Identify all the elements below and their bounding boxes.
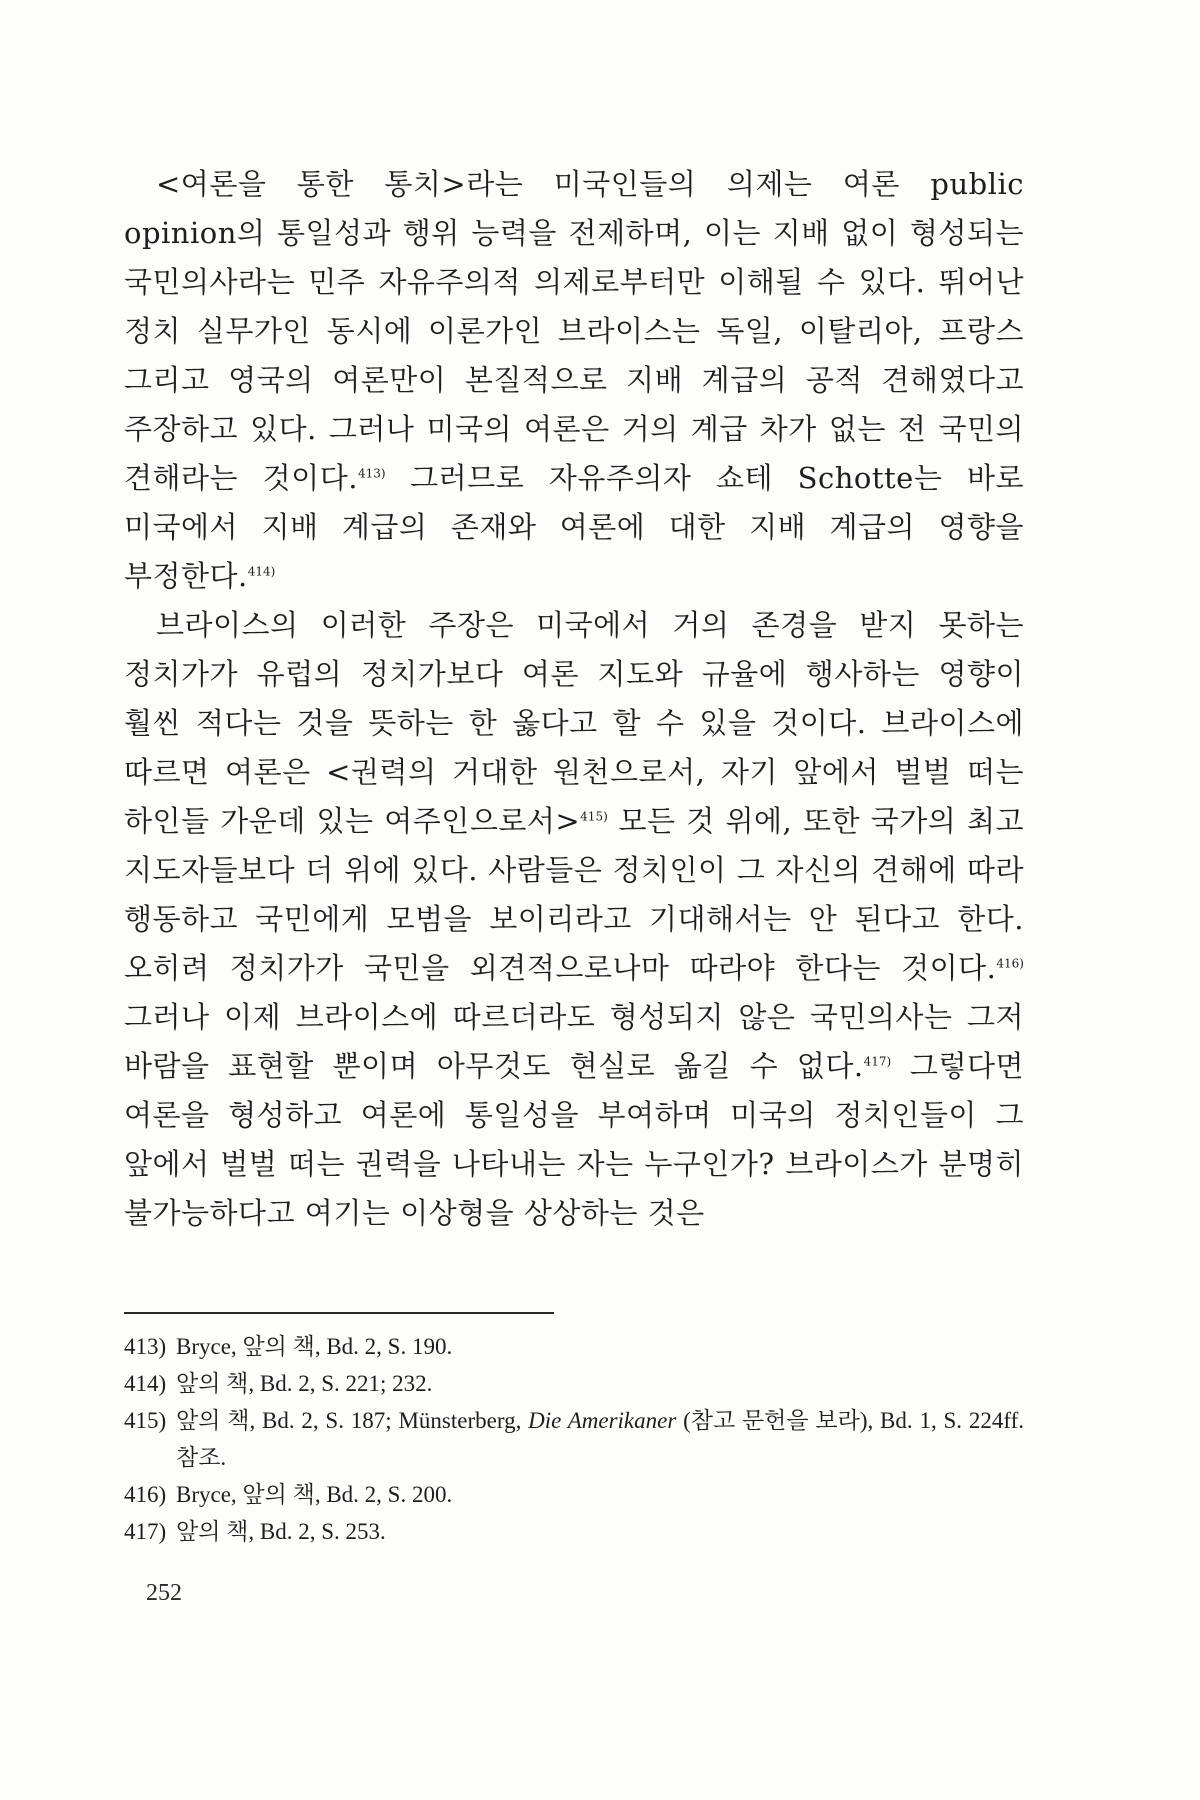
footnote-text: Bryce, 앞의 책, Bd. 2, S. 200.	[176, 1482, 453, 1507]
footnote-number: 415)	[124, 1408, 167, 1433]
paragraph-1-text-b: 그러므로 자유주의자 쇼테 Schotte는 바로 미국에서 지배 계급의 존재와 여론에 대한 지배 계급의 영향을 부정한다.	[124, 461, 1024, 593]
footnote-text: 앞의 책, Bd. 2, S. 221; 232.	[176, 1371, 433, 1396]
paragraph-2-text-c: 그러나 이제 브라이스에 따르더라도 형성되지 않은 국민의사는 그저 바람을 표현할 뿐이며 아무것도 현실로 옮길 수 없다.	[124, 1000, 1024, 1083]
paragraph-1	[124, 160, 1024, 601]
page-number: 252	[146, 1580, 182, 1606]
footnote-ref-414[interactable]: 414)	[247, 564, 276, 579]
footnote-text-a: 앞의 책, Bd. 2, S. 187; Münsterberg,	[176, 1408, 529, 1433]
paragraph-2-text-b: 모든 것 위에, 또한 국가의 최고 지도자들보다 더 위에 있다. 사람들은 정치인이 그 자신의 견해에 따라 행동하고 국민에게 모범을 보이리라고 기대해서는 안 된다고 한다. 오히려 정치가가 국민을 외견적으로나마 따라야 한다는 것이다.	[124, 804, 1024, 985]
paragraph-2	[124, 601, 1024, 1238]
main-text	[124, 160, 1024, 1238]
footnote-416	[124, 1476, 1024, 1513]
footnotes	[124, 1328, 1024, 1550]
footnote-415	[124, 1402, 1024, 1476]
footnote-ref-416[interactable]: 416)	[996, 956, 1024, 971]
footnote-ref-417[interactable]: 417)	[863, 1054, 892, 1069]
footnote-text: Bryce, 앞의 책, Bd. 2, S. 190.	[176, 1334, 453, 1359]
footnote-book-title: Die Amerikaner	[528, 1408, 677, 1433]
footnote-number: 413)	[124, 1334, 167, 1359]
footnote-number: 416)	[124, 1482, 167, 1507]
paragraph-2-text-d: 그렇다면 여론을 형성하고 여론에 통일성을 부여하며 미국의 정치인들이 그 앞에서 벌벌 떠는 권력을 나타내는 자는 누구인가? 브라이스가 분명히 불가능하다고 여기는 이상형을 상상하는 것은	[124, 1049, 1024, 1230]
footnote-ref-413[interactable]: 413)	[357, 466, 386, 481]
footnote-text: 앞의 책, Bd. 2, S. 253.	[176, 1519, 386, 1544]
footnote-ref-415[interactable]: 415)	[580, 809, 608, 824]
footnote-number: 414)	[124, 1371, 167, 1396]
footnote-417	[124, 1513, 1024, 1550]
paragraph-2-text-a: 브라이스의 이러한 주장은 미국에서 거의 존경을 받지 못하는 정치가가 유럽의 정치가보다 여론 지도와 규율에 행사하는 영향이 훨씬 적다는 것을 뜻하는 한 옳다고 할 수 있을 것이다. 브라이스에 따르면 여론은 <권력의 거대한 원천으로서, 자기 앞에서 벌벌 떠는 하인들 가운데 있는 여주인으로서>	[124, 608, 1024, 838]
footnote-number: 417)	[124, 1519, 167, 1544]
footnote-text-b: (참고 문헌을 보라), Bd. 1, S. 224ff. 참조.	[176, 1408, 1024, 1470]
footnote-414	[124, 1365, 1024, 1402]
footnote-divider	[124, 1312, 554, 1314]
footnote-413	[124, 1328, 1024, 1365]
paragraph-1-text-a: <여론을 통한 통치>라는 미국인들의 의제는 여론 public opinion의 통일성과 행위 능력을 전제하며, 이는 지배 없이 형성되는 국민의사라는 민주 자유주의적 의제로부터만 이해될 수 있다. 뛰어난 정치 실무가인 동시에 이론가인 브라이스는 독일, 이탈리아, 프랑스 그리고 영국의 여론만이 본질적으로 지배 계급의 공적 견해였다고 주장하고 있다. 그러나 미국의 여론은 거의 계급 차가 없는 전 국민의 견해라는 것이다.	[124, 167, 1024, 495]
